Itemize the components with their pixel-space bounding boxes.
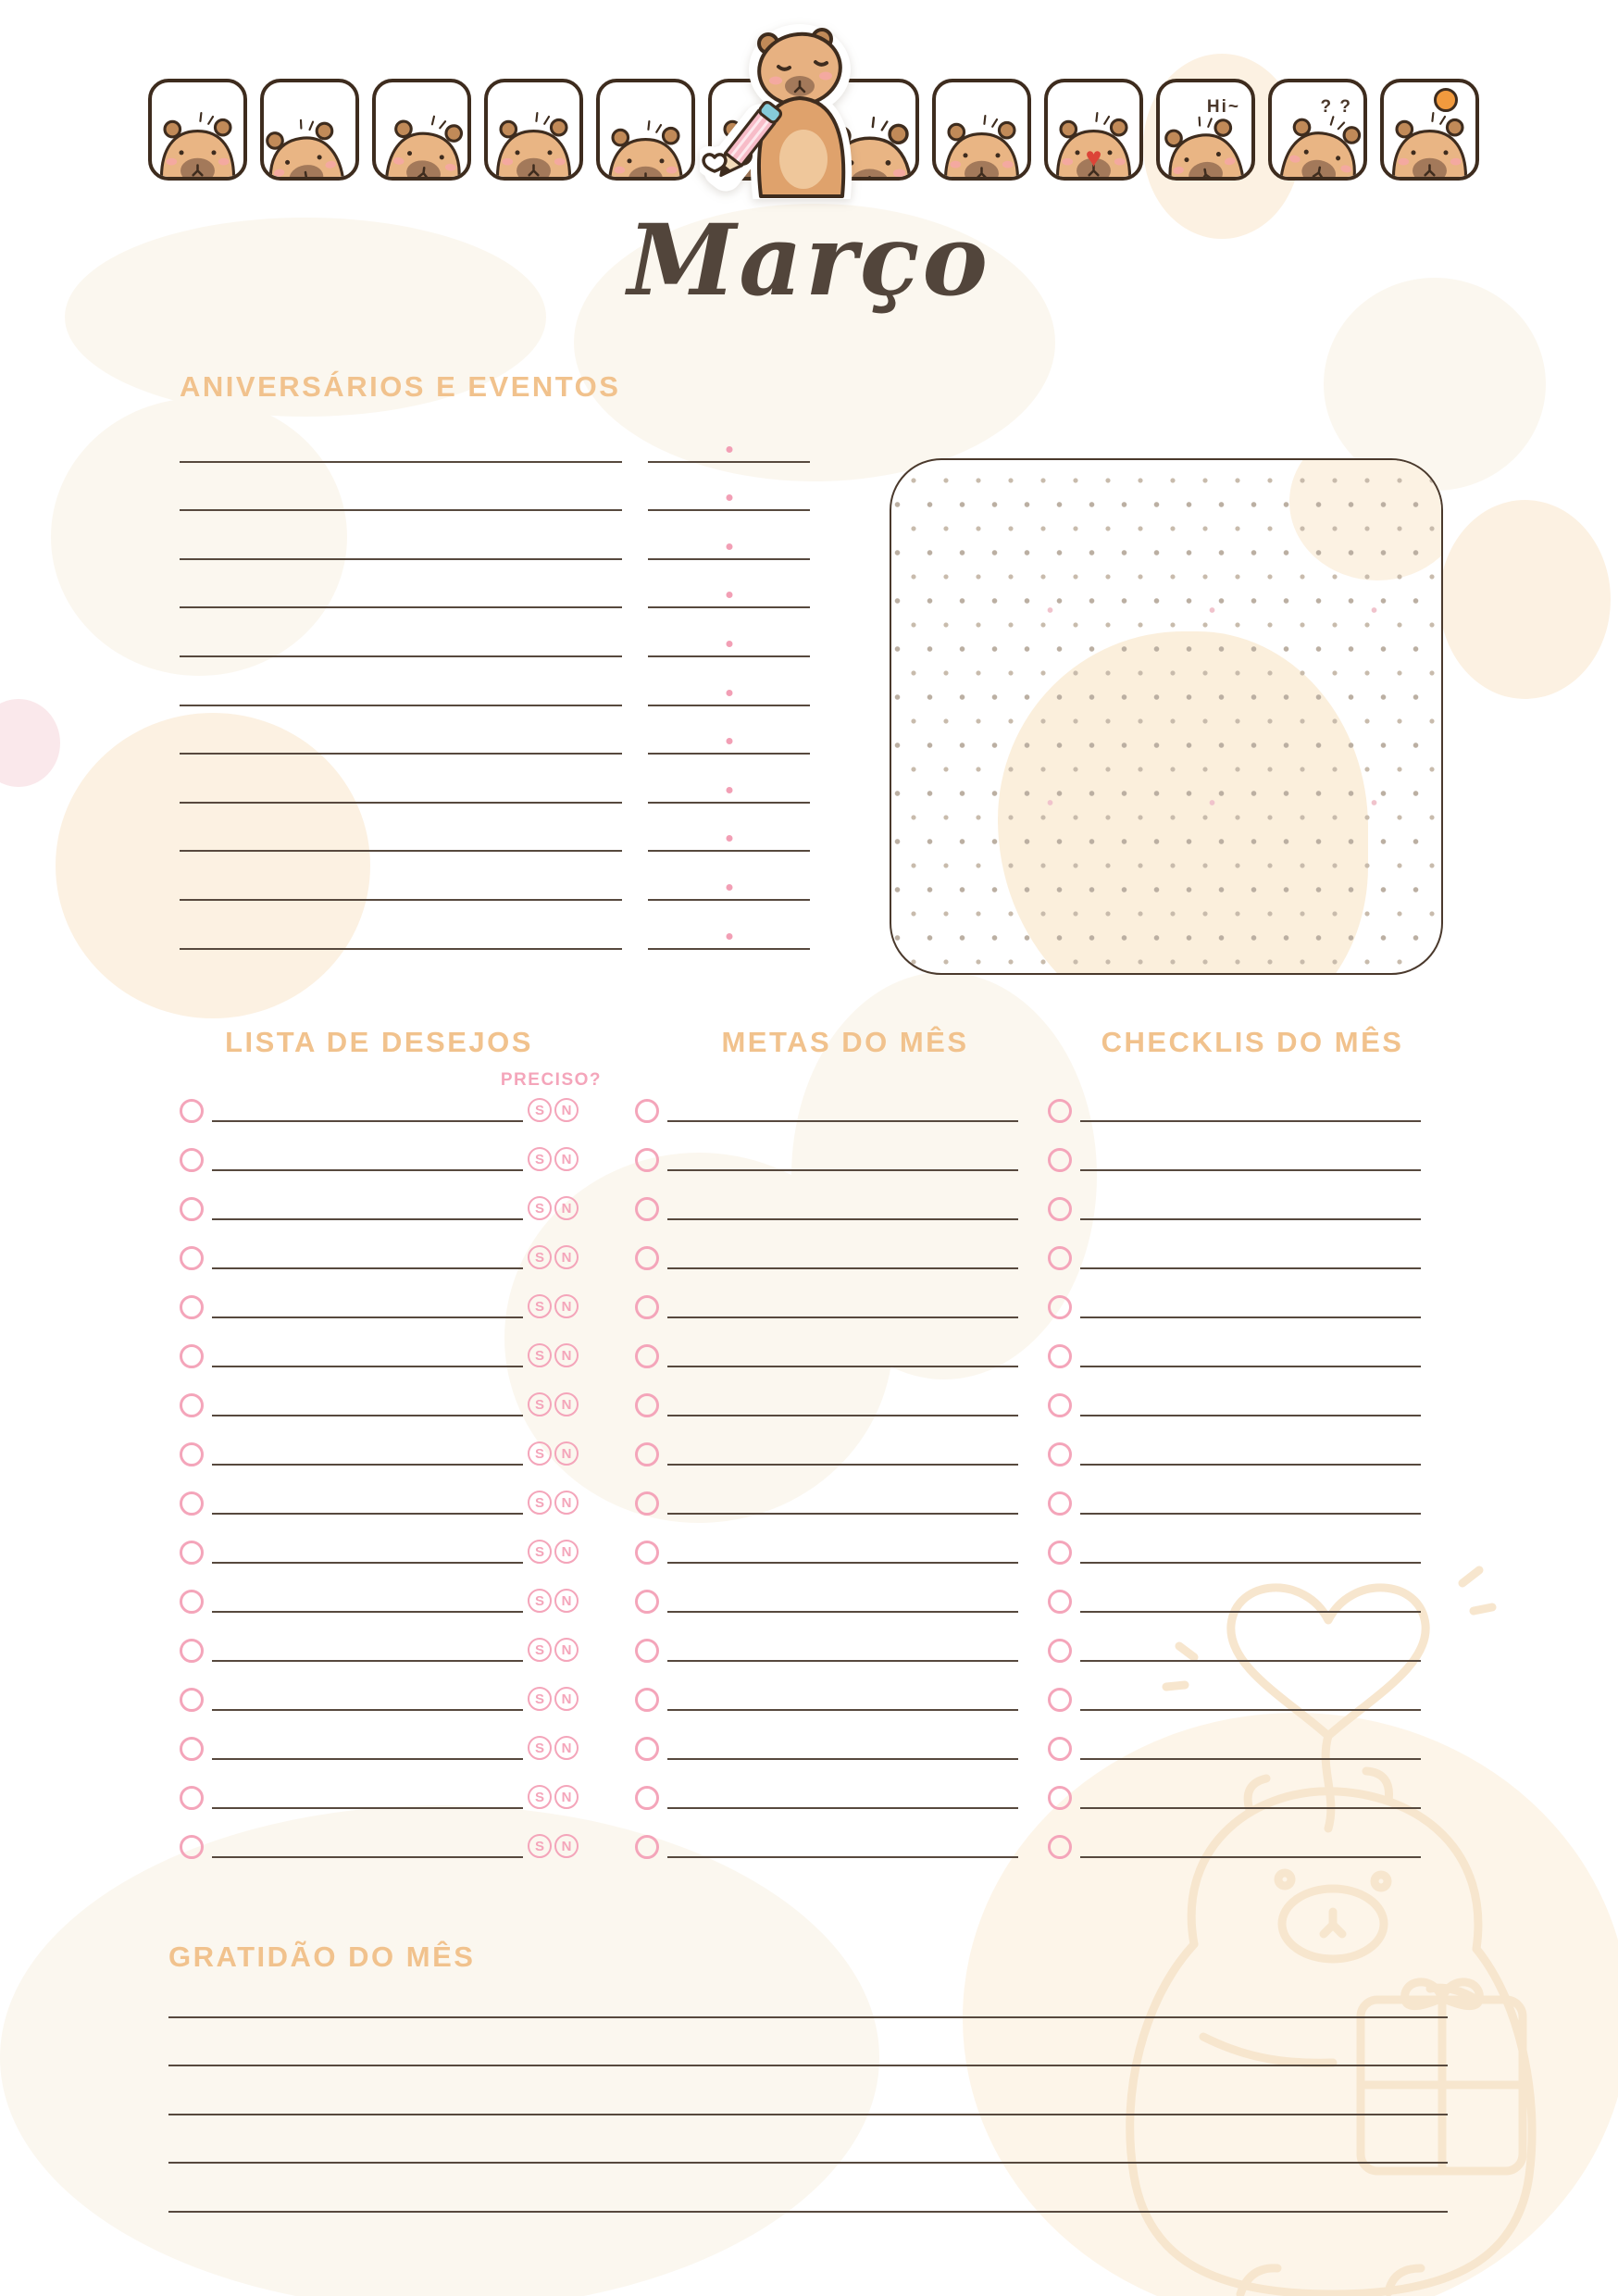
wish-line-field: [212, 1711, 523, 1760]
event-line-field: [180, 657, 622, 706]
bullet-circle: [635, 1344, 659, 1368]
yes-circle: S: [528, 1540, 552, 1564]
bullet-circle: [1048, 1148, 1072, 1172]
goal-line-field: [667, 1122, 1018, 1171]
goal-line-field: [667, 1466, 1018, 1515]
bullet-circle: [180, 1737, 204, 1761]
goal-row: [635, 1220, 1018, 1269]
wish-line-field: [212, 1318, 523, 1367]
yes-no-group: [528, 1638, 579, 1662]
event-date-field: [648, 657, 810, 706]
bullet-circle: [635, 1835, 659, 1859]
goal-line-field: [667, 1809, 1018, 1858]
bullet-circle: [1048, 1541, 1072, 1565]
wishlist-row: [180, 1613, 579, 1662]
goal-line-field: [667, 1662, 1018, 1711]
goal-line-field: [667, 1367, 1018, 1416]
capybara-face-icon: [933, 87, 1030, 181]
bullet-circle: [180, 1835, 204, 1859]
wishlist-row: [180, 1564, 579, 1613]
bullet-circle: [635, 1442, 659, 1466]
goal-line-field: [667, 1416, 1018, 1466]
checklist-line-field: [1080, 1122, 1421, 1171]
goal-row: [635, 1318, 1018, 1367]
bullet-circle: [1048, 1295, 1072, 1319]
yes-circle: S: [528, 1294, 552, 1318]
wishlist-row: [180, 1809, 579, 1858]
yes-circle: S: [528, 1491, 552, 1515]
bg-blob: [1439, 500, 1611, 699]
bullet-circle: [1048, 1590, 1072, 1614]
goal-row: [635, 1466, 1018, 1515]
bullet-circle: [180, 1393, 204, 1417]
bullet-circle: [1048, 1197, 1072, 1221]
checklist-row: [1048, 1760, 1421, 1809]
event-date-field: [648, 414, 810, 463]
yes-circle: S: [528, 1834, 552, 1858]
goal-row: [635, 1711, 1018, 1760]
capybara-frame: [1156, 79, 1255, 181]
checklist-line-field: [1080, 1073, 1421, 1122]
no-circle: N: [554, 1245, 579, 1269]
yes-no-group: [528, 1589, 579, 1613]
yes-no-group: [528, 1834, 579, 1858]
no-circle: N: [554, 1098, 579, 1122]
capybara-face-icon: [485, 84, 582, 181]
bullet-circle: [635, 1639, 659, 1663]
bg-blob: [0, 699, 60, 787]
checklist-row: [1048, 1367, 1421, 1416]
frame-caption: ? ?: [1320, 97, 1352, 117]
yes-no-group: [528, 1147, 579, 1171]
wish-line-field: [212, 1269, 523, 1318]
checklist-line-field: [1080, 1269, 1421, 1318]
bullet-circle: [180, 1688, 204, 1712]
yes-no-group: [528, 1098, 579, 1122]
goal-line-field: [667, 1171, 1018, 1220]
yes-no-group: [528, 1392, 579, 1416]
yes-circle: S: [528, 1441, 552, 1466]
bullet-circle: [180, 1541, 204, 1565]
goals-rows: [635, 1073, 1018, 1858]
yes-circle: S: [528, 1687, 552, 1711]
checklist-line-field: [1080, 1171, 1421, 1220]
bullet-circle: [180, 1442, 204, 1466]
wish-line-field: [212, 1367, 523, 1416]
capybara-pencil-sticker: [700, 19, 899, 199]
yes-no-group: [528, 1540, 579, 1564]
wishlist-row: [180, 1760, 579, 1809]
gratitude-line-field: [168, 2115, 1448, 2165]
yes-circle: S: [528, 1589, 552, 1613]
checklist-row: [1048, 1466, 1421, 1515]
no-circle: N: [554, 1441, 579, 1466]
wish-line-field: [212, 1122, 523, 1171]
wishlist-row: [180, 1171, 579, 1220]
event-date-field: [648, 901, 810, 950]
gratitude-line-field: [168, 1969, 1448, 2018]
event-date-field: [648, 511, 810, 560]
yes-circle: S: [528, 1147, 552, 1171]
yes-circle: S: [528, 1343, 552, 1367]
wishlist-row: [180, 1073, 579, 1122]
bullet-circle: [1048, 1442, 1072, 1466]
checklist-row: [1048, 1416, 1421, 1466]
yes-no-group: [528, 1245, 579, 1269]
goal-row: [635, 1171, 1018, 1220]
bullet-circle: [180, 1246, 204, 1270]
event-line-field: [180, 560, 622, 609]
yes-no-group: [528, 1687, 579, 1711]
checklist-line-field: [1080, 1367, 1421, 1416]
checklist-row: [1048, 1269, 1421, 1318]
checklist-row: [1048, 1122, 1421, 1171]
bullet-circle: [180, 1197, 204, 1221]
wishlist-rows: [180, 1073, 579, 1858]
events-lines: [180, 414, 622, 950]
goal-line-field: [667, 1073, 1018, 1122]
frame-caption: [1434, 88, 1458, 112]
bullet-circle: [180, 1786, 204, 1810]
goal-row: [635, 1073, 1018, 1122]
bullet-circle: [180, 1295, 204, 1319]
frame-caption: Hi~: [1206, 97, 1240, 117]
bullet-circle: [1048, 1344, 1072, 1368]
event-date-field: [648, 463, 810, 512]
gratitude-line-field: [168, 2164, 1448, 2213]
goal-line-field: [667, 1220, 1018, 1269]
capybara-face-icon: [1381, 84, 1478, 181]
bullet-circle: [180, 1344, 204, 1368]
checklist-row: [1048, 1073, 1421, 1122]
event-date-field: [648, 706, 810, 755]
checklist-row: [1048, 1220, 1421, 1269]
yes-no-group: [528, 1294, 579, 1318]
checklist-row: [1048, 1809, 1421, 1858]
goal-row: [635, 1122, 1018, 1171]
no-circle: N: [554, 1540, 579, 1564]
wish-line-field: [212, 1515, 523, 1564]
yes-circle: S: [528, 1736, 552, 1760]
goal-line-field: [667, 1613, 1018, 1662]
checklist-line-field: [1080, 1809, 1421, 1858]
checklist-row: [1048, 1662, 1421, 1711]
capybara-frame: [260, 79, 359, 181]
no-circle: N: [554, 1491, 579, 1515]
goal-row: [635, 1416, 1018, 1466]
yes-no-group: [528, 1441, 579, 1466]
bullet-circle: [1048, 1246, 1072, 1270]
checklist-row: [1048, 1711, 1421, 1760]
event-date-field: [648, 560, 810, 609]
wishlist-row: [180, 1466, 579, 1515]
gratitude-line-field: [168, 2066, 1448, 2115]
wishlist-row: [180, 1269, 579, 1318]
bullet-circle: [180, 1491, 204, 1516]
capybara-frame: [932, 79, 1031, 181]
capybara-frame: [1380, 79, 1479, 181]
bullet-circle: [180, 1148, 204, 1172]
checklist-row: [1048, 1613, 1421, 1662]
goal-row: [635, 1662, 1018, 1711]
event-line-field: [180, 901, 622, 950]
gratitude-heading: GRATIDÃO DO MÊS: [168, 1940, 476, 1973]
goal-row: [635, 1760, 1018, 1809]
notes-dot-grid: [890, 458, 1443, 975]
event-line-field: [180, 511, 622, 560]
event-date-field: [648, 804, 810, 853]
no-circle: N: [554, 1294, 579, 1318]
checklist-line-field: [1080, 1466, 1421, 1515]
capybara-face-icon: [1269, 79, 1367, 181]
bullet-circle: [635, 1737, 659, 1761]
bullet-circle: [635, 1295, 659, 1319]
event-line-field: [180, 463, 622, 512]
no-circle: N: [554, 1589, 579, 1613]
wish-line-field: [212, 1416, 523, 1466]
event-line-field: [180, 706, 622, 755]
event-line-field: [180, 608, 622, 657]
goal-row: [635, 1564, 1018, 1613]
goal-row: [635, 1809, 1018, 1858]
capybara-frame: [1268, 79, 1367, 181]
wishlist-row: [180, 1515, 579, 1564]
checklist-row: [1048, 1564, 1421, 1613]
bullet-circle: [180, 1590, 204, 1614]
yes-circle: S: [528, 1098, 552, 1122]
checklist-row: [1048, 1318, 1421, 1367]
yes-no-group: [528, 1343, 579, 1367]
no-circle: N: [554, 1392, 579, 1416]
bullet-circle: [635, 1246, 659, 1270]
goal-row: [635, 1613, 1018, 1662]
bullet-circle: [635, 1541, 659, 1565]
month-title: Março: [627, 202, 991, 318]
capybara-face-icon: [1156, 81, 1255, 181]
checklist-line-field: [1080, 1662, 1421, 1711]
event-date-field: [648, 852, 810, 901]
yes-circle: S: [528, 1245, 552, 1269]
wishlist-row: [180, 1122, 579, 1171]
wishlist-row: [180, 1416, 579, 1466]
checklist-line-field: [1080, 1515, 1421, 1564]
capybara-face-icon: [260, 84, 356, 181]
wish-line-field: [212, 1073, 523, 1122]
checklist-heading: CHECKLIS DO MÊS: [1101, 1026, 1404, 1058]
bullet-circle: [180, 1099, 204, 1123]
bullet-circle: [1048, 1099, 1072, 1123]
event-date-field: [648, 608, 810, 657]
checklist-row: [1048, 1515, 1421, 1564]
wish-line-field: [212, 1613, 523, 1662]
yes-circle: S: [528, 1785, 552, 1809]
event-line-field: [180, 414, 622, 463]
yes-circle: S: [528, 1196, 552, 1220]
checklist-line-field: [1080, 1760, 1421, 1809]
checklist-line-field: [1080, 1613, 1421, 1662]
checklist-line-field: [1080, 1564, 1421, 1613]
bullet-circle: [635, 1590, 659, 1614]
no-circle: N: [554, 1343, 579, 1367]
checklist-line-field: [1080, 1220, 1421, 1269]
capybara-frame: [372, 79, 471, 181]
wish-line-field: [212, 1564, 523, 1613]
gratitude-line-field: [168, 2018, 1448, 2067]
checklist-line-field: [1080, 1711, 1421, 1760]
goals-heading: METAS DO MÊS: [721, 1026, 969, 1058]
goal-row: [635, 1515, 1018, 1564]
wish-line-field: [212, 1220, 523, 1269]
wishlist-row: [180, 1662, 579, 1711]
events-date-lines: [648, 414, 810, 950]
goal-line-field: [667, 1515, 1018, 1564]
wish-line-field: [212, 1171, 523, 1220]
checklist-rows: [1048, 1073, 1421, 1858]
capybara-frame: [148, 79, 247, 181]
bullet-circle: [635, 1148, 659, 1172]
event-line-field: [180, 804, 622, 853]
no-circle: N: [554, 1638, 579, 1662]
bullet-circle: [635, 1099, 659, 1123]
bullet-circle: [1048, 1688, 1072, 1712]
checklist-line-field: [1080, 1416, 1421, 1466]
bullet-circle: [180, 1639, 204, 1663]
preciso-label: PRECISO?: [500, 1070, 602, 1090]
no-circle: N: [554, 1834, 579, 1858]
yes-no-group: [528, 1736, 579, 1760]
event-line-field: [180, 755, 622, 804]
wish-line-field: [212, 1809, 523, 1858]
no-circle: N: [554, 1736, 579, 1760]
capybara-frame: [1044, 79, 1143, 181]
wishlist-row: [180, 1367, 579, 1416]
bullet-circle: [1048, 1835, 1072, 1859]
goal-line-field: [667, 1760, 1018, 1809]
bullet-circle: [1048, 1393, 1072, 1417]
bullet-circle: [635, 1688, 659, 1712]
bullet-circle: [1048, 1737, 1072, 1761]
yes-no-group: [528, 1785, 579, 1809]
bullet-circle: [1048, 1491, 1072, 1516]
checklist-line-field: [1080, 1318, 1421, 1367]
no-circle: N: [554, 1785, 579, 1809]
bullet-circle: [635, 1786, 659, 1810]
wish-line-field: [212, 1466, 523, 1515]
frame-caption: ♥: [1085, 143, 1102, 173]
events-heading: ANIVERSÁRIOS E EVENTOS: [180, 370, 621, 403]
capybara-frame: [484, 79, 583, 181]
capybara-face-icon: [149, 84, 246, 181]
bullet-circle: [635, 1393, 659, 1417]
wishlist-row: [180, 1318, 579, 1367]
wish-line-field: [212, 1662, 523, 1711]
bullet-circle: [1048, 1639, 1072, 1663]
event-line-field: [180, 852, 622, 901]
goal-line-field: [667, 1564, 1018, 1613]
no-circle: N: [554, 1196, 579, 1220]
checklist-row: [1048, 1171, 1421, 1220]
wishlist-row: [180, 1711, 579, 1760]
bullet-circle: [635, 1197, 659, 1221]
bullet-circle: [635, 1491, 659, 1516]
capybara-face-icon: [374, 81, 471, 181]
no-circle: N: [554, 1147, 579, 1171]
dot-grid-pattern: [891, 460, 1441, 973]
event-date-field: [648, 755, 810, 804]
capybara-face-icon: [597, 93, 694, 181]
goal-line-field: [667, 1318, 1018, 1367]
bullet-circle: [1048, 1786, 1072, 1810]
wish-line-field: [212, 1760, 523, 1809]
yes-no-group: [528, 1196, 579, 1220]
gratitude-lines: [168, 1969, 1448, 2213]
no-circle: N: [554, 1687, 579, 1711]
goal-row: [635, 1269, 1018, 1318]
goal-row: [635, 1367, 1018, 1416]
goal-line-field: [667, 1269, 1018, 1318]
goal-line-field: [667, 1711, 1018, 1760]
capybara-frame: [596, 79, 695, 181]
yes-circle: S: [528, 1638, 552, 1662]
wishlist-heading: LISTA DE DESEJOS: [225, 1026, 533, 1058]
yes-circle: S: [528, 1392, 552, 1416]
wishlist-row: [180, 1220, 579, 1269]
yes-no-group: [528, 1491, 579, 1515]
